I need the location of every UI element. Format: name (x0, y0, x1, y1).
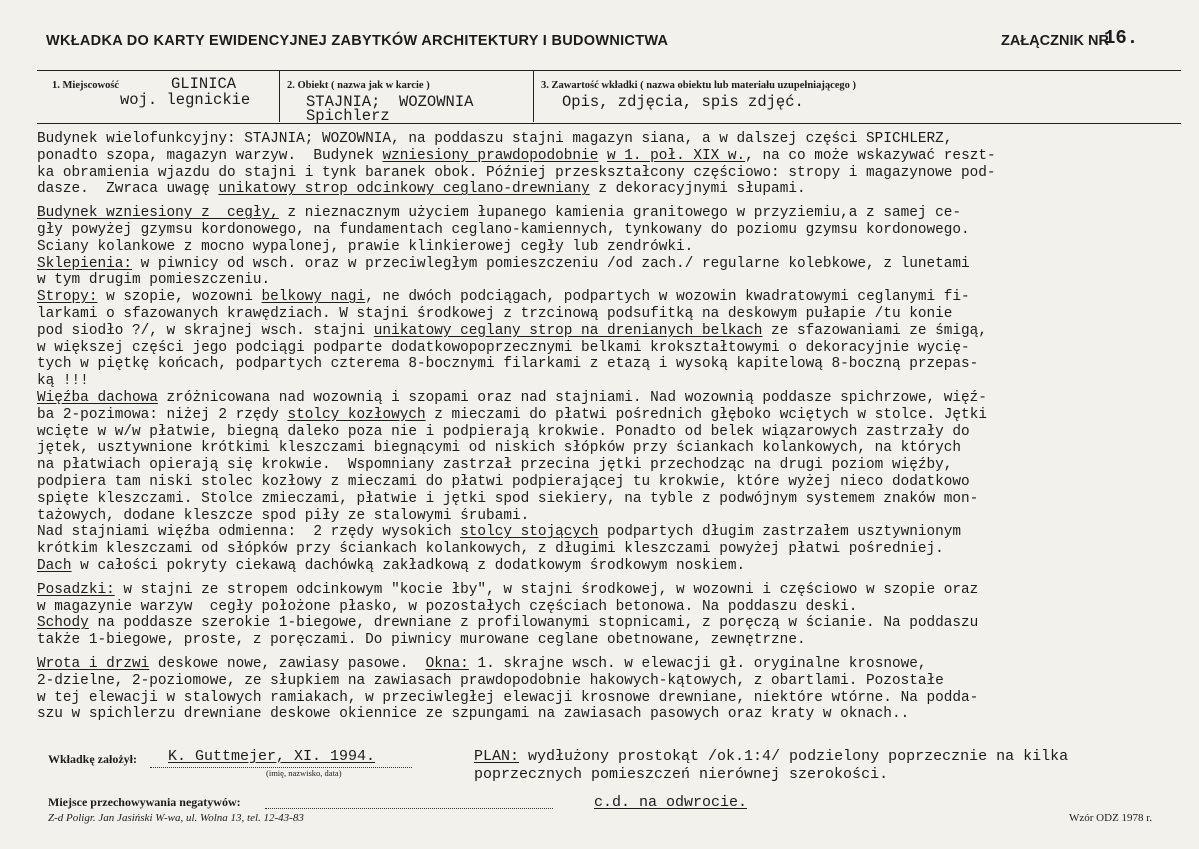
text-line: Nad stajniami więźba odmienna: 2 rzędy wysokich stolcy stojących podpartych długim zastrzałem usztywnionym (37, 524, 962, 541)
province-value: woj. legnickie (120, 91, 251, 109)
text-line: szu w spichlerzu drewniane deskowe okiennice ze szpungami na zawiasach pasowych oraz kraty w oknach.. (37, 706, 910, 723)
place-label: 1. Miejscowość (52, 80, 120, 91)
text-line: także 1-biegowe, proste, z poręczami. Do piwnicy murowane ceglane obetnowane, zewnętrzne. (37, 632, 806, 649)
text-line: Stropy: w szopie, wozowni belkowy nagi, ne dwóch podciągach, podpartych w wozowin kwadratowymi ceglanymi fi- (37, 289, 970, 306)
text-line: krótkim kleszczami od słópków przy ściankach kolankowych, z długimi kleszczami powyżej płatwi pośredniej. (37, 541, 944, 558)
field-divider (279, 70, 280, 122)
printer-imprint: Z-d Poligr. Jan Jasiński W-wa, ul. Wolna 13, tel. 12-43-83 (48, 812, 304, 824)
attachment-label: ZAŁĄCZNIK NR (1001, 33, 1109, 49)
object-value: STAJNIA; WOZOWNIA (306, 93, 474, 111)
object-value-2: Spichlerz (306, 107, 390, 125)
author-value: K. Guttmejer, XI. 1994. (168, 748, 376, 765)
text-line: ba 2-pozimowa: niżej 2 rzędy stolcy kozłowych z mieczami do płatwi pośrednich głęboko wciętych w stolce. Jętki (37, 406, 987, 423)
text-line: Dach w całości pokryty ciekawą dachówką zakładkową z dodatkowym środkowym noskiem. (37, 557, 746, 574)
form-code: Wzór ODZ 1978 r. (1069, 812, 1153, 824)
plan-line-2: poprzecznych pomieszczeń nierównej szerokości. (474, 766, 889, 783)
description-text (37, 131, 1187, 723)
text-line: ka obramienia wjazdu do stajni i tynk baranek obok. Później przeskształcony częściowo: stropy i magazynowe pod- (37, 164, 996, 181)
text-line: w magazynie warzyw cegły położone płasko, w pozostałych częściach betonowa. Na poddaszu deski. (37, 598, 858, 615)
text-line: pod siodło ?/, w skrajnej wsch. stajni unikatowy ceglany strop na drenianych belkach ze sfazowaniami ze śmigą, (37, 322, 987, 339)
text-line: larkami o sfazowanych krawędziach. W stajni środkowej z trzcinową podsufitką na deskowym pułapie /tu konie (37, 305, 953, 322)
text-line: w tej elewacji w stalowych ramiakach, w przeciwległej elewacji krosnowe drewniane, niektóre wtórne. Na poddа- (37, 689, 979, 706)
author-hint: (imię, nazwisko, data) (266, 768, 342, 778)
negatives-dotted-line (265, 808, 553, 809)
text-line: w większej części jego podciągi podparte dodatkowopoprzecznymi belkami krokształtowymi o dekoracyjnie wycię- (37, 339, 970, 356)
text-line: Posadzki: w stajni ze stropem odcinkowym "kocie łby", w stajni środkowej, w wozowni i częściowo w szopie oraz (37, 581, 979, 598)
text-line: dasze. Zwraca uwagę unikatowy strop odcinkowy ceglano-drewniany z dekoracyjnymi słupami. (37, 181, 806, 198)
text-line: podpiera tam niski stolec kozłowy z mieczami do płatwi podpierającej tu krokwie, które wyżej nieco dodatkowo (37, 473, 970, 490)
text-line: Schody na poddasze szerokie 1-biegowe, drewniane z profilowanymi stopnicami, z poręczą w ścianie. Na poddaszu (37, 615, 979, 632)
plan-line-1: PLAN: wydłużony prostokąt /ok.1:4/ podzielony poprzecznie na kilka (474, 748, 1069, 765)
text-line: ponadto szopa, magazyn warzyw. Budynek wzniesiony prawdopodobnie w 1. poł. XIX w., na co może wskazywać reszt- (37, 147, 996, 164)
attachment-number: 16. (1104, 27, 1139, 49)
text-line: 2-dzielne, 2-poziomowe, ze słupkiem na zawiasach prawdopodobnie hakowych-kątowych, z obartlami. Pozostałe (37, 672, 944, 689)
form-title: WKŁADKA DO KARTY EWIDENCYJNEJ ZABYTKÓW ARCHITEKTURY I BUDOWNICTWA (46, 33, 669, 49)
content-label: 3. Zawartość wkładki ( nazwa obiektu lub materiału uzupełniającego ) (541, 80, 857, 91)
text-line: w tym drugim pomieszczeniu. (37, 272, 271, 289)
text-line: wcięte w w/w płatwie, biegną daleko poza nie i podpierają krokwie. Ponadto od belek wiązarowych zastrzały do (37, 423, 970, 440)
text-line: Budynek wielofunkcyjny: STAJNIA; WOZOWNIA, na poddaszu stajni magazyn siana, a w dalszej części SPICHLERZ, (37, 131, 953, 147)
negatives-label: Miejsce przechowywania negatywów: (48, 795, 241, 809)
text-line: tych w piętkę końcach, podpartych czterema 8-bocznymi filarkami z etazą i wysoką kapitelową 8-boczną przepas- (37, 356, 979, 373)
text-line: tażowych, dodane kleszcze spod piły ze stalowymi śrubami. (37, 507, 530, 524)
text-line: gły powyżej gzymsu kordonowego, na fundamentach ceglano-kamiennych, tynkowany do poziomu gzymsu kordonowego. (37, 221, 970, 238)
text-line: Ściany kolankowe z mocno wypalonej, prawie klinkierowej cegły lub zendrówki. (37, 238, 694, 255)
author-label: Wkładkę założył: (48, 752, 137, 766)
field-divider (533, 70, 534, 122)
text-line: Sklepienia: w piwnicy od wsch. oraz w przeciwległym pomieszczeniu /od zach./ regularne kolebkowe, z lunetami (37, 255, 970, 272)
text-line: Wrota i drzwi deskowe nowe, zawiasy pasowe. Okna: 1. skrajne wsch. w elewacji gł. oryginalne krosnowe, (37, 655, 927, 672)
content-value: Opis, zdjęcia, spis zdjęć. (562, 93, 804, 111)
text-line: Więźba dachowa zróżnicowana nad wozownią i szopami oraz nad stajniami. Nad wozownią poddasze spichrzowe, więź- (37, 389, 987, 406)
text-line: ką !!! (37, 373, 89, 390)
text-line: na płatwiach opierają się krokwie. Wspomniany zastrzał przecina jętki przechodząc na drugi poziom więźby, (37, 457, 953, 474)
text-line: Budynek wzniesiony z cegły, z nieznacznym użyciem łupanego kamienia granitowego w przyziemiu,a z samej ce- (37, 205, 962, 222)
object-label: 2. Obiekt ( nazwa jak w karcie ) (287, 80, 430, 91)
text-line: jętek, usztywnione krótkimi kleszczami biegnącymi od niskich słópków przy ściankach kolankowych, na których (37, 440, 962, 457)
text-line: spięte kleszczami. Stolce zmieczami, płatwie i jętki spod siekiery, na tyble z podwójnym systemem znaków mon- (37, 490, 979, 507)
place-value: GLINICA (171, 75, 237, 93)
continued-note: c.d. na odwrocie. (594, 794, 748, 811)
